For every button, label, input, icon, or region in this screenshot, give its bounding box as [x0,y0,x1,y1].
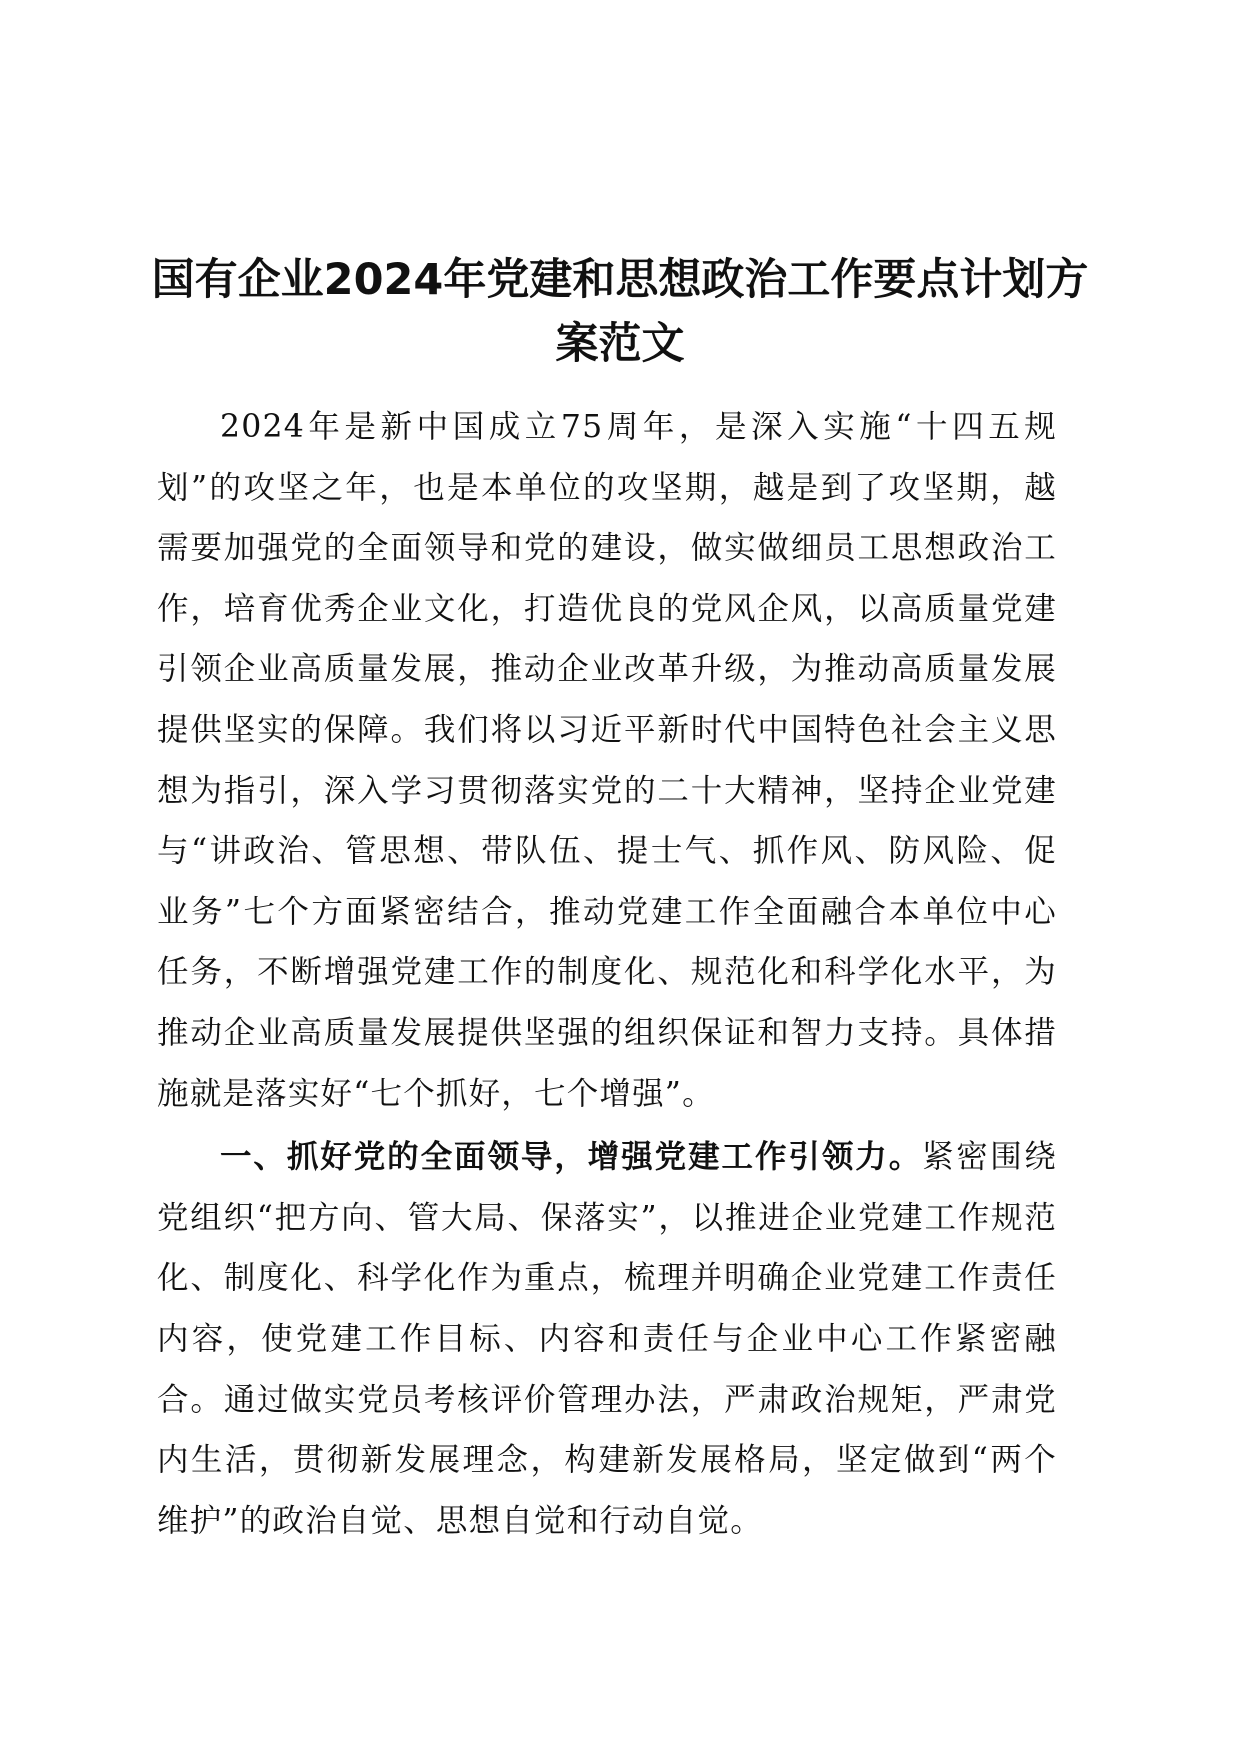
paragraph-text: 2024年是新中国成立75周年，是深入实施“十四五规划”的攻坚之年，也是本单位的攻坚期，越是到了攻坚期，越需要加强党的全面领导和党的建设，做实做细员工思想政治工作，培育优秀企业文化，打造优良的党风企风，以高质量党建引领企业高质量发展，推动企业改革升级，为推动高质量发展提供坚实的保障。我们将以习近平新时代中国特色社会主义思想为指引，深入学习贯彻落实党的二十大精神，坚持企业党建与“讲政治、管思想、带队伍、提士气、抓作风、防风险、促业务”七个方面紧密结合，推动党建工作全面融合本单位中心任务，不断增强党建工作的制度化、规范化和科学化水平，为推动企业高质量发展提供坚强的组织保证和智力支持。具体措施就是落实好“七个抓好，七个增强”。 [157,409,1057,1112]
paragraph-intro [157,397,1057,1124]
paragraph-text: 紧密围绕党组织“把方向、管大局、保落实”，以推进企业党建工作规范化、制度化、科学化作为重点，梳理并明确企业党建工作责任内容，使党建工作目标、内容和责任与企业中心工作紧密融合。通过做实党员考核评价管理办法，严肃政治规矩，严肃党内生活，贯彻新发展理念，构建新发展格局，坚定做到“两个维护”的政治自觉、思想自觉和行动自觉。 [157,1139,1057,1539]
document-title: 国有企业2024年党建和思想政治工作要点计划方案范文 [151,255,1089,369]
section-1-heading: 一、抓好党的全面领导，增强党建工作引领力。 [220,1139,923,1176]
paragraph-section-1 [157,1127,1057,1551]
document-body [157,397,1057,1551]
